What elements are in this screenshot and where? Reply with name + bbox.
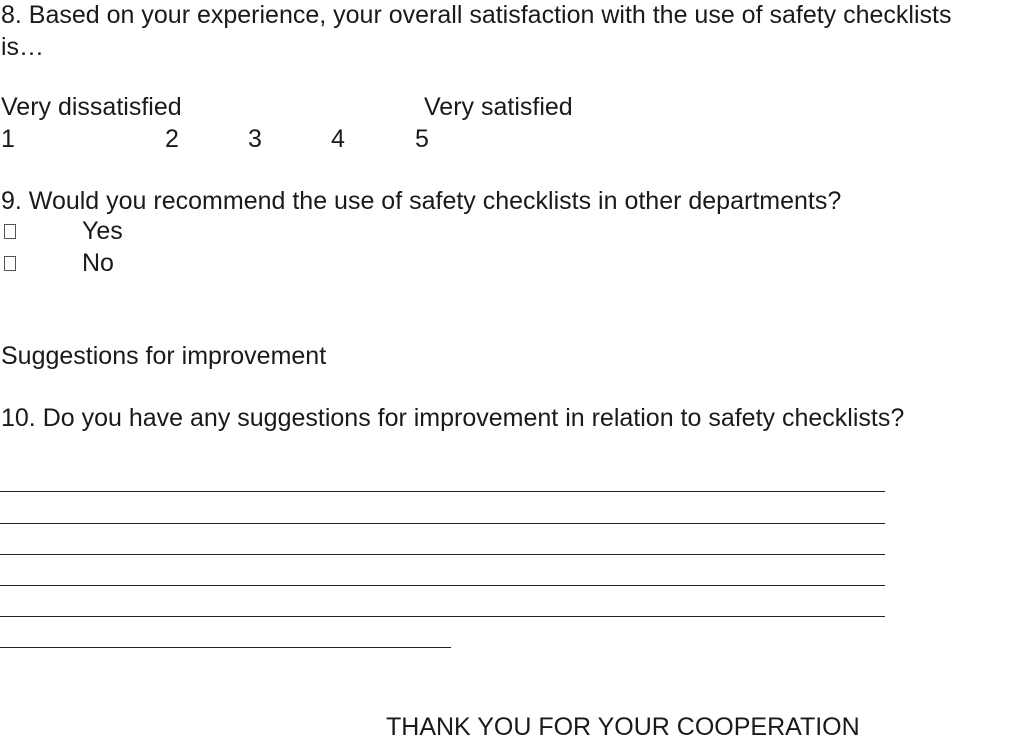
question-9-text: 9. Would you recommend the use of safety checklists in other departments? [1,187,842,215]
no-checkbox[interactable] [4,256,16,271]
answer-line-2[interactable] [0,523,885,524]
yes-checkbox[interactable] [4,224,16,239]
thank-you-note: THANK YOU FOR YOUR COOPERATION [386,713,860,741]
question-10-text: 10. Do you have any suggestions for improvement in relation to safety checklists? [1,404,905,432]
answer-line-6[interactable] [0,647,451,648]
scale-option-4[interactable]: 4 [331,125,345,153]
answer-line-1[interactable] [0,491,885,492]
scale-option-3[interactable]: 3 [248,125,262,153]
question-8-text: 8. Based on your experience, your overall satisfaction with the use of safety checklists [1,1,952,29]
yes-option-label: Yes [82,217,123,245]
scale-high-label: Very satisfied [424,93,573,121]
scale-low-label: Very dissatisfied [1,93,182,121]
answer-line-5[interactable] [0,616,885,617]
scale-option-1[interactable]: 1 [1,125,15,153]
answer-line-3[interactable] [0,554,885,555]
question-8-text-continued: is… [1,33,45,61]
answer-line-4[interactable] [0,585,885,586]
no-option-label: No [82,249,114,277]
suggestions-heading: Suggestions for improvement [1,342,327,370]
scale-option-2[interactable]: 2 [165,125,179,153]
scale-option-5[interactable]: 5 [415,125,429,153]
